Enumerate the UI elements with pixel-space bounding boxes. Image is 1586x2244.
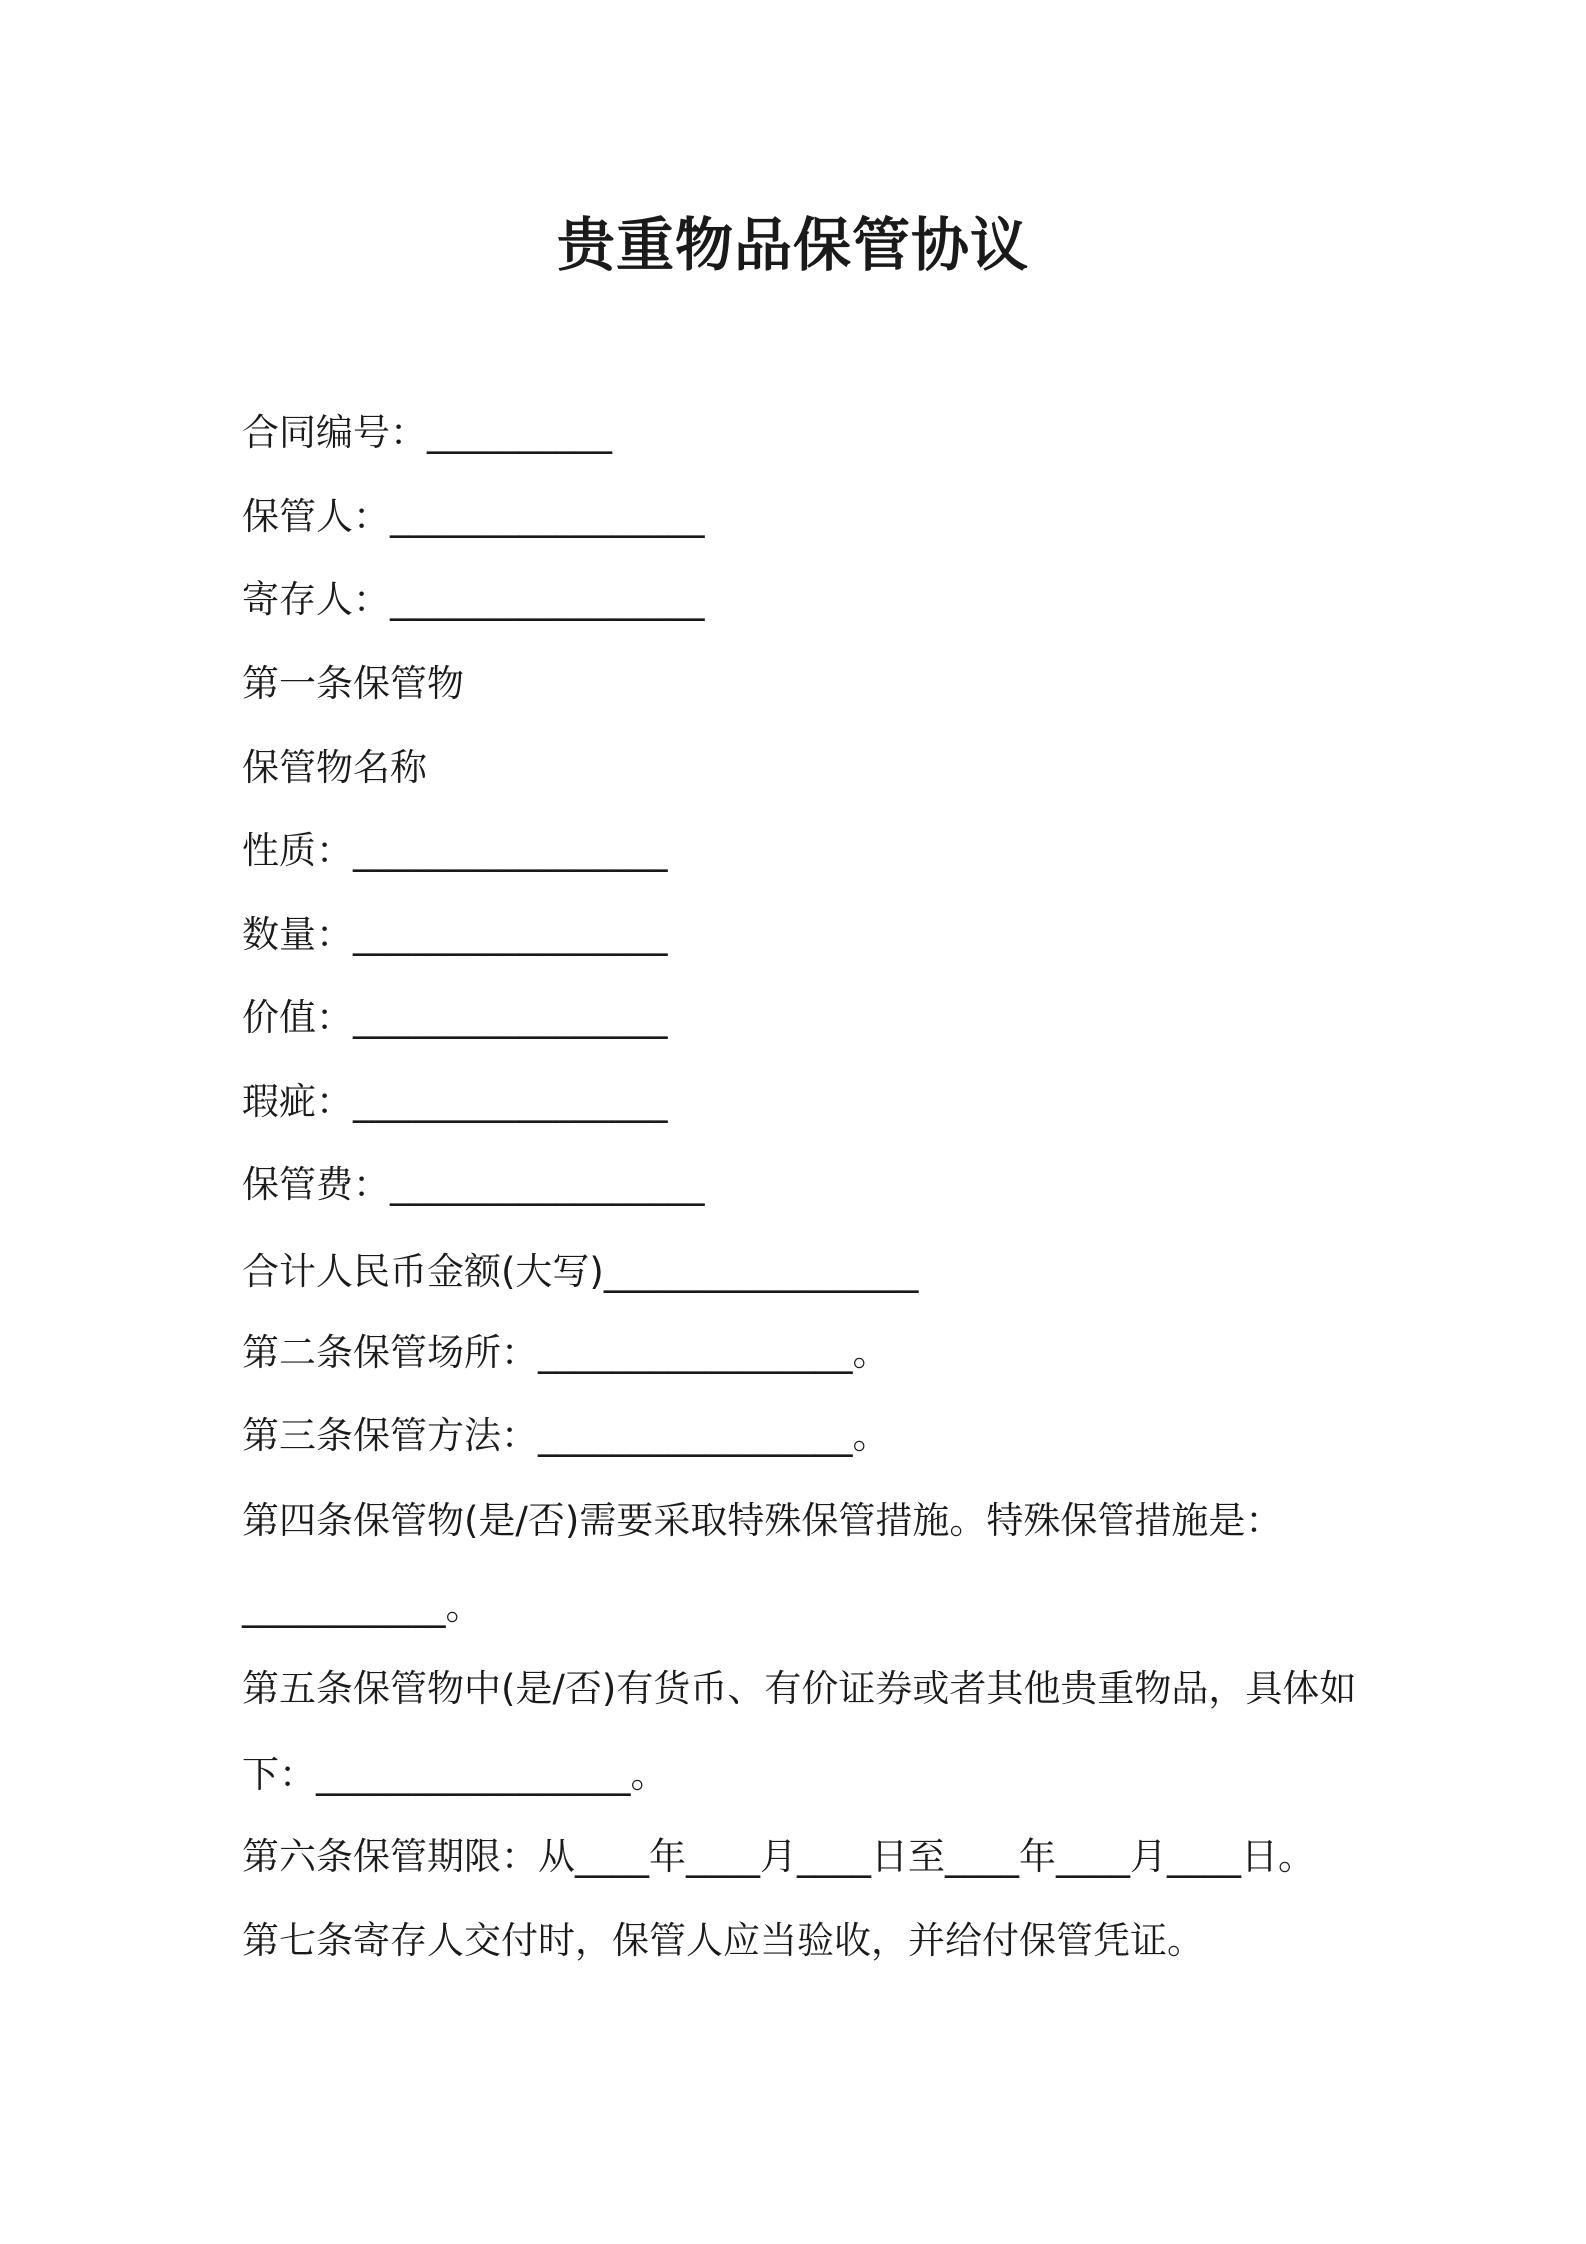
depositor-line: 寄存人：_________________ (242, 578, 705, 621)
article-4-continuation: ___________。 (242, 1585, 483, 1628)
nature-line: 性质：_________________ (242, 829, 668, 872)
article-5-line: 第五条保管物中(是/否)有货币、有价证券或者其他贵重物品，具体如 (242, 1667, 1357, 1710)
article-3-line: 第三条保管方法：_________________。 (242, 1414, 890, 1457)
article-6-line: 第六条保管期限：从____年____月____日至____年____月____日。 (242, 1835, 1315, 1878)
custodian-line: 保管人：_________________ (242, 495, 705, 538)
document-title: 贵重物品保管协议 (556, 211, 1029, 279)
quantity-line: 数量：_________________ (242, 913, 668, 956)
article-5-continuation: 下：_________________。 (242, 1753, 668, 1796)
total-amount-line: 合计人民币金额(大写)_________________ (242, 1250, 919, 1293)
article-1-heading: 第一条保管物 (242, 662, 464, 705)
storage-fee-line: 保管费：_________________ (242, 1163, 705, 1206)
contract-number-line: 合同编号：__________ (242, 411, 612, 454)
value-line: 价值：_________________ (242, 996, 668, 1039)
article-7-line: 第七条寄存人交付时，保管人应当验收，并给付保管凭证。 (242, 1919, 1204, 1962)
article-2-line: 第二条保管场所：_________________。 (242, 1331, 890, 1374)
article-4-line: 第四条保管物(是/否)需要采取特殊保管措施。特殊保管措施是： (242, 1499, 1283, 1542)
defect-line: 瑕疵：_________________ (242, 1080, 668, 1123)
item-name-line: 保管物名称 (242, 746, 427, 789)
